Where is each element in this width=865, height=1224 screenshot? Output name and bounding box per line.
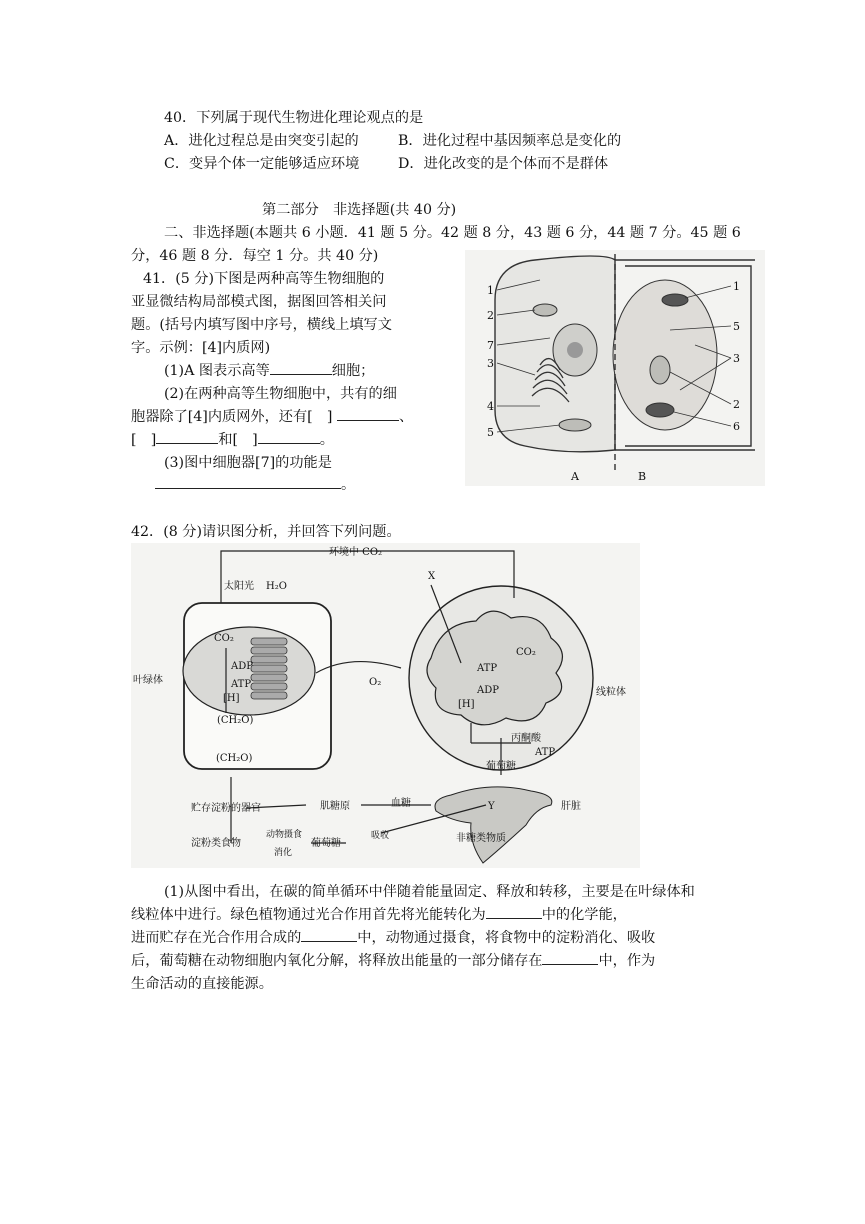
q42-line4-pre: 后，葡萄糖在动物细胞内氧化分解，将释放出能量的一部分储存在 [131,953,543,969]
grana-stack [251,638,287,699]
label-2: 2 [487,309,494,322]
label-r6: 6 [733,420,740,433]
label-3: 3 [487,357,494,370]
answer-blank[interactable] [542,950,598,965]
label-7: 7 [487,339,494,352]
q42-para-line4 [131,950,655,970]
q41-sub2-text: 胞器除了[4]内质网外，还有[ ] [131,409,333,425]
q41-sub2-line2 [131,406,413,426]
q41-sub1-post: 细胞； [331,363,375,379]
part2-heading: 第二部分 非选择题(共 40 分) [262,202,457,218]
digest-label: 消化 [274,848,293,858]
answer-blank[interactable] [156,429,218,444]
answer-blank[interactable] [270,360,332,375]
q40-option-b: B．进化过程中基因频率总是变化的 [398,133,622,149]
q40-option-d: D．进化改变的是个体而不是群体 [398,156,609,172]
answer-blank[interactable] [301,927,357,942]
part2-intro-line2: 分，46 题 8 分．每空 1 分。共 40 分) [131,248,379,264]
q41-line2: 亚显微结构局部模式图，据图回答相关问 [131,294,387,310]
chloroplast-label: 叶绿体 [133,675,163,686]
liver-label: 肝脏 [561,801,581,812]
storage-organ-label: 贮存淀粉的器官 [191,803,261,814]
q41-sub2-and: 和[ ] [218,432,258,448]
label-r3: 3 [733,352,740,365]
cell-structure-figure [465,250,765,486]
q42-para-line3 [131,927,655,947]
mito-adp-label: ADP [477,685,499,696]
co2-label: CO₂ [214,633,234,644]
glycogen-label: 肌糖原 [320,801,350,812]
q41-sub1 [164,360,374,380]
q42-para-line2 [131,904,627,924]
mitochondrion-label: 线粒体 [596,687,626,698]
mito-atp-label: ATP [477,663,498,674]
q40-option-a: A．进化过程总是由突变引起的 [164,133,359,149]
er-a [559,419,591,431]
atp2-label: ATP [535,747,556,758]
answer-blank[interactable] [258,429,320,444]
caption-b: B [638,470,647,483]
q41-line1: 41．(5 分)下图是两种高等生物细胞的 [143,271,385,287]
answer-blank[interactable] [486,904,542,919]
ch2o-inner-label: (CH₂O) [217,715,254,726]
q42-line2-pre: 线粒体中进行。绿色植物通过光合作用首先将光能转化为 [131,907,486,923]
label-r1: 1 [733,280,740,293]
part2-intro-line1: 二、非选择题(本题共 6 小题．41 题 5 分。42 题 8 分，43 题 6 分，44 题 7 分。45 题 6 [164,225,741,241]
q42-line3-pre: 进而贮存在光合作用合成的 [131,930,302,946]
q41-sub3-end: 。 [341,477,356,493]
carbon-cycle-figure [131,543,640,868]
mito-h-label: [H] [458,699,475,710]
q41-sub1-pre: (1)A 图表示高等 [164,363,270,379]
q41-line4: 字。示例：[4]内质网) [131,340,271,356]
q42-stem: 42．(8 分)请识图分析，并回答下列问题。 [131,524,401,540]
env-co2-label: 环境中 CO₂ [329,547,383,558]
caption-a: A [571,470,579,483]
o2-label: O₂ [369,677,382,688]
x-label: X [428,571,436,582]
q42-line3-post: 中，动物通过摄食，将食物中的淀粉消化、吸收 [357,930,656,946]
q41-sub2-sep: 、 [398,409,414,425]
mitochondrion-b [650,356,670,384]
sunlight-label: 太阳光 [224,581,254,592]
h2o-label: H₂O [266,581,287,592]
chloroplast-b [662,294,688,306]
glucose-top-label: 葡萄糖 [486,761,516,772]
q42-line4-post: 中，作为 [598,953,656,969]
h-label: [H] [223,693,240,704]
answer-blank[interactable] [155,474,341,489]
animal-eat-label: 动物摄食 [266,830,303,840]
answer-blank[interactable] [337,406,399,421]
mitochondrion-a [533,304,557,316]
label-4: 4 [487,400,494,413]
glucose-bottom-label: 葡萄糖 [311,838,341,849]
pyruvate-label: 丙酮酸 [511,733,541,744]
q41-sub2-line3 [131,429,334,449]
adp-label: ADP [231,661,253,672]
q40-option-c: C．变异个体一定能够适应环境 [164,156,360,172]
label-5: 5 [487,426,494,439]
q41-sub3: (3)图中细胞器[7]的功能是 [164,455,332,471]
non-sugar-label: 非糖类物质 [456,833,506,844]
starch-food-label: 淀粉类食物 [191,838,241,849]
mito-co2-label: CO₂ [516,647,536,658]
absorb-label: 吸收 [371,831,390,841]
q41-sub3-answer [155,474,355,494]
y-label: Y [488,801,495,812]
blood-sugar-label: 血糖 [391,798,411,809]
q42-para-line5: 生命活动的直接能源。 [131,976,273,992]
q42-line2-post: 中的化学能， [541,907,627,923]
ch2o-outer-label: (CH₂O) [216,753,253,764]
q41-line3: 题。(括号内填写图中序号，横线上填写文 [131,317,392,333]
q40-stem: 40．下列属于现代生物进化理论观点的是 [164,110,424,126]
q41-sub2-end: 。 [319,432,334,448]
nucleolus [567,342,583,358]
chloroplast-b2 [646,403,674,417]
label-r2: 2 [733,398,740,411]
label-r5: 5 [733,320,740,333]
q42-para-line1: (1)从图中看出，在碳的简单循环中伴随着能量固定、释放和转移，主要是在叶绿体和 [164,884,695,900]
atp-label: ATP [231,679,252,690]
q41-sub2-line1: (2)在两种高等生物细胞中，共有的细 [164,386,397,402]
label-1: 1 [487,284,494,297]
q41-sub2-bracket: [ ] [131,432,157,448]
